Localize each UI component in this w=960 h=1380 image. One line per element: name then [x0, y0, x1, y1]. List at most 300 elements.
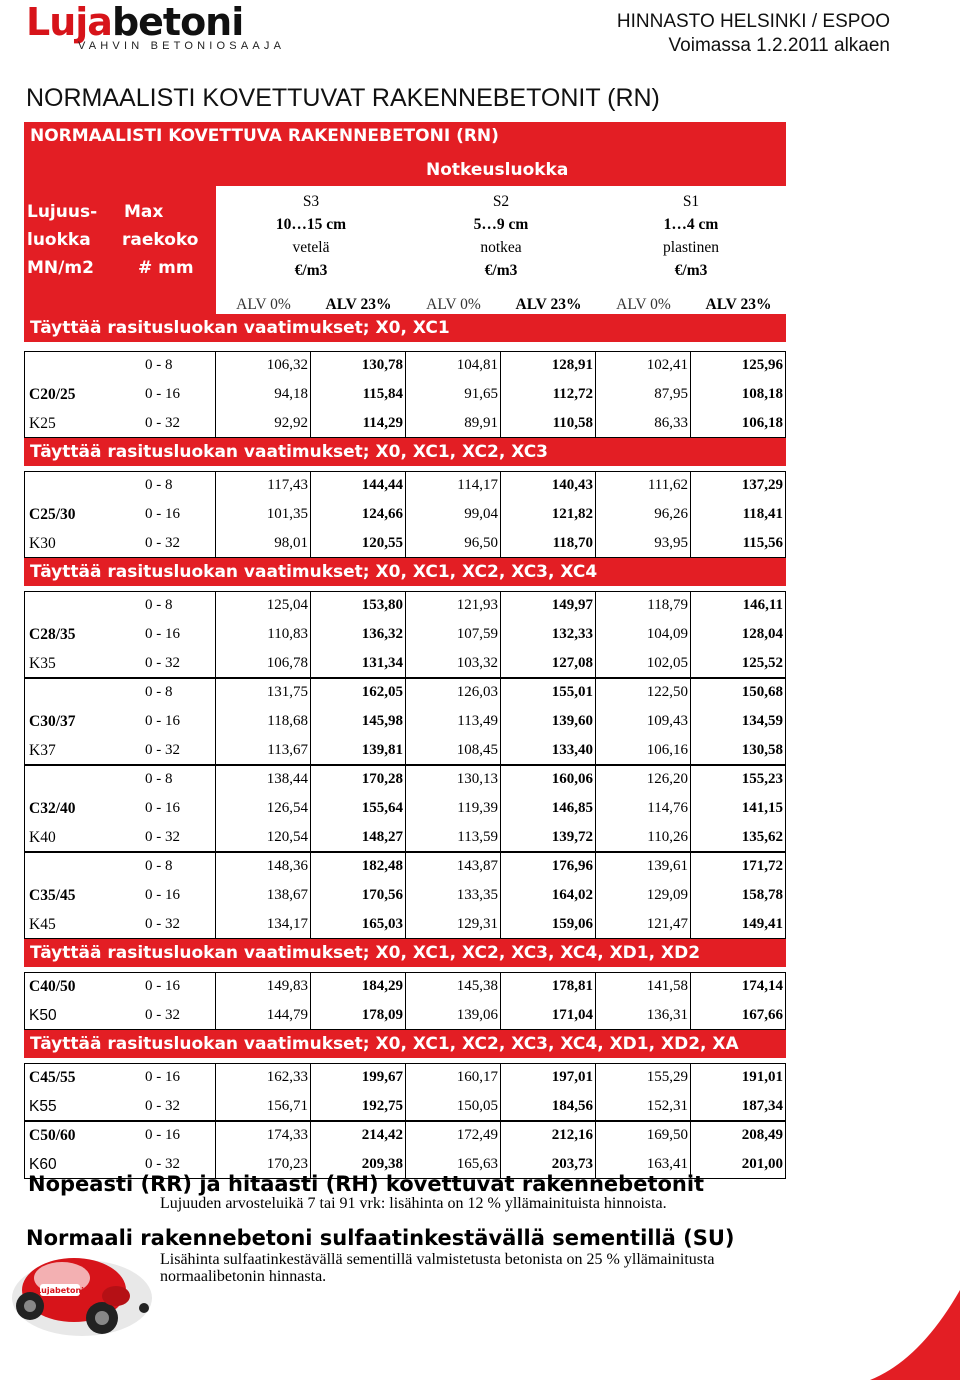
price-vat0-cell: 91,65: [464, 386, 498, 402]
price-vat0-cell: 104,81: [456, 357, 498, 373]
price-vat0-cell: 145,38: [456, 978, 498, 994]
price-vat23-cell: 127,08: [551, 655, 593, 671]
column-divider: [690, 972, 691, 1030]
price-vat0-cell: 104,09: [646, 626, 688, 642]
price-vat0-cell: 121,47: [646, 916, 688, 932]
price-vat0-cell: 114,76: [647, 800, 688, 816]
column-divider: [690, 471, 691, 558]
price-vat0-cell: 107,59: [456, 626, 498, 642]
aggregate-size-cell: 0 - 32: [145, 742, 180, 758]
rr-rh-note-text: Lujuuden arvosteluikä 7 tai 91 vrk: lisähinta on 12 % yllämainituista hinnoista.: [160, 1195, 667, 1212]
group-divider: [24, 1029, 786, 1030]
column-divider: [785, 351, 786, 438]
price-vat23-cell: 170,28: [361, 771, 403, 787]
rr-rh-note-title: Nopeasti (RR) ja hitaasti (RH) kovettuvat rakennebetonit: [28, 1172, 705, 1196]
aggregate-size-cell: 0 - 32: [145, 535, 180, 551]
price-vat0-cell: 169,50: [646, 1127, 688, 1143]
price-vat0-cell: 109,43: [646, 713, 688, 729]
price-vat0-cell: 108,45: [456, 742, 498, 758]
price-vat0-cell: 152,31: [646, 1098, 688, 1114]
column-divider: [215, 1121, 216, 1179]
aggregate-size-cell: 0 - 16: [145, 506, 180, 522]
aggregate-size-header: Max raekoko # mm: [122, 202, 199, 278]
column-divider: [690, 1121, 691, 1179]
column-divider: [785, 471, 786, 558]
su-note-text: Lisähinta sulfaatinkestävällä sementillä valmistetusta betonista on 25 % yllämainitusta normaalibetonin hinnasta.: [160, 1251, 715, 1285]
column-divider: [215, 591, 216, 678]
price-vat23-cell: 212,16: [551, 1127, 593, 1143]
price-vat0-cell: 141,58: [646, 978, 688, 994]
price-vat23-cell: 182,48: [361, 858, 403, 874]
price-vat0-cell: 136,31: [646, 1007, 688, 1023]
price-vat0-cell: 103,32: [456, 655, 498, 671]
price-vat23-cell: 139,72: [551, 829, 593, 845]
table-left-border: [24, 1121, 25, 1179]
price-vat0-cell: 138,44: [266, 771, 308, 787]
strength-class-label: C30/37: [29, 713, 76, 730]
column-divider: [595, 852, 596, 939]
price-vat0-cell: 94,18: [274, 386, 308, 402]
price-vat0-cell: 102,41: [646, 357, 688, 373]
group-divider: [24, 351, 786, 352]
aggregate-size-cell: 0 - 16: [145, 626, 180, 642]
old-strength-class-label: K25: [29, 415, 56, 432]
table-left-border: [24, 471, 25, 558]
page-number: 4: [906, 1328, 918, 1351]
table-left-border: [24, 1063, 25, 1121]
column-divider: [595, 678, 596, 765]
aggregate-size-cell: 0 - 8: [145, 597, 173, 613]
price-vat23-cell: 115,84: [362, 386, 403, 402]
group-divider: [24, 437, 786, 438]
price-vat0-cell: 106,32: [266, 357, 308, 373]
column-divider: [310, 852, 311, 939]
price-vat23-cell: 159,06: [551, 916, 593, 932]
price-vat23-cell: 128,91: [551, 357, 593, 373]
price-vat23-cell: 120,55: [361, 535, 403, 551]
strength-class-label: C32/40: [29, 800, 76, 817]
aggregate-size-cell: 0 - 8: [145, 684, 173, 700]
aggregate-size-cell: 0 - 32: [145, 1156, 180, 1172]
price-vat0-cell: 110,83: [267, 626, 308, 642]
price-vat23-cell: 137,29: [741, 477, 783, 493]
column-divider: [785, 972, 786, 1030]
price-vat23-cell: 106,18: [741, 415, 783, 431]
price-vat23-cell: 167,66: [741, 1007, 783, 1023]
price-vat23-cell: 214,42: [361, 1127, 403, 1143]
column-divider: [405, 351, 406, 438]
group-divider: [24, 557, 786, 558]
price-vat0-cell: 134,17: [266, 916, 308, 932]
old-strength-class-label: K37: [29, 742, 56, 759]
price-vat23-cell: 171,04: [551, 1007, 593, 1023]
price-vat0-cell: 106,16: [646, 742, 688, 758]
column-divider: [500, 351, 501, 438]
strength-class-label: C35/45: [29, 887, 76, 904]
price-vat0-cell: 113,59: [457, 829, 498, 845]
group-divider: [24, 972, 786, 973]
price-vat0-cell: 110,26: [647, 829, 688, 845]
price-vat0-cell: 156,71: [266, 1098, 308, 1114]
price-vat23-cell: 171,72: [741, 858, 783, 874]
table-caption: NORMAALISTI KOVETTUVA RAKENNEBETONI (RN): [30, 126, 499, 146]
price-vat0-cell: 99,04: [464, 506, 498, 522]
price-vat23-cell: 165,03: [361, 916, 403, 932]
old-strength-class-label: K35: [29, 655, 56, 672]
price-vat0-cell: 92,92: [274, 415, 308, 431]
column-divider: [500, 591, 501, 678]
requirements-band: Täyttää rasitusluokan vaatimukset; X0, XC1, XC2, XC3: [24, 438, 786, 466]
price-vat23-cell: 149,41: [741, 916, 783, 932]
price-vat23-cell: 132,33: [551, 626, 593, 642]
column-divider: [500, 1063, 501, 1121]
brand-wordmark: Lujabetoni: [26, 0, 244, 44]
class-s2: S2 5…9 cm notkea €/m3: [473, 193, 529, 279]
mascot-truck-image: [4, 1238, 164, 1348]
column-divider: [595, 351, 596, 438]
price-vat23-cell: 184,29: [361, 978, 403, 994]
price-vat0-cell: 172,49: [456, 1127, 498, 1143]
old-strength-class-label: K60: [29, 1156, 57, 1173]
class-s3: S3 10…15 cm vetelä €/m3: [275, 193, 347, 279]
column-divider: [500, 852, 501, 939]
aggregate-size-cell: 0 - 16: [145, 1069, 180, 1085]
price-vat23-cell: 197,01: [551, 1069, 593, 1085]
price-vat0-cell: 121,93: [456, 597, 498, 613]
column-divider: [500, 678, 501, 765]
aggregate-size-cell: 0 - 32: [145, 916, 180, 932]
column-divider: [595, 972, 596, 1030]
price-vat0-cell: 170,23: [266, 1156, 308, 1172]
price-vat0-cell: 117,43: [267, 477, 308, 493]
strength-class-label: C20/25: [29, 386, 76, 403]
column-divider: [690, 351, 691, 438]
price-vat0-cell: 148,36: [266, 858, 308, 874]
price-vat23-cell: 125,96: [741, 357, 783, 373]
strength-class-label: C25/30: [29, 506, 76, 523]
table-left-border: [24, 591, 25, 678]
old-strength-class-label: K30: [29, 535, 56, 552]
price-vat0-cell: 160,17: [456, 1069, 498, 1085]
price-vat23-cell: 155,64: [361, 800, 403, 816]
price-vat23-cell: 176,96: [551, 858, 593, 874]
price-vat0-cell: 89,91: [464, 415, 498, 431]
strength-class-label: C45/55: [29, 1069, 76, 1086]
price-vat23-cell: 130,78: [361, 357, 403, 373]
column-divider: [215, 852, 216, 939]
price-vat0-cell: 138,67: [266, 887, 308, 903]
column-divider: [595, 471, 596, 558]
price-vat23-cell: 164,02: [551, 887, 593, 903]
column-divider: [405, 765, 406, 852]
price-vat23-cell: 178,09: [361, 1007, 403, 1023]
strength-class-label: C50/60: [29, 1127, 76, 1144]
group-divider: [24, 1121, 786, 1122]
aggregate-size-cell: 0 - 8: [145, 858, 173, 874]
price-vat0-cell: 102,05: [646, 655, 688, 671]
column-divider: [690, 591, 691, 678]
aggregate-size-cell: 0 - 8: [145, 357, 173, 373]
table-left-border: [24, 852, 25, 939]
column-divider: [595, 591, 596, 678]
price-vat0-cell: 93,95: [654, 535, 688, 551]
price-vat23-cell: 145,98: [361, 713, 403, 729]
price-vat0-cell: 174,33: [266, 1127, 308, 1143]
price-vat23-cell: 131,34: [361, 655, 403, 671]
price-vat0-cell: 86,33: [654, 415, 688, 431]
price-vat23-cell: 121,82: [551, 506, 593, 522]
group-divider: [24, 765, 786, 766]
price-vat23-cell: 134,59: [741, 713, 783, 729]
price-vat23-cell: 135,62: [741, 829, 783, 845]
column-divider: [595, 765, 596, 852]
aggregate-size-cell: 0 - 32: [145, 655, 180, 671]
column-divider: [785, 765, 786, 852]
strength-class-label: C28/35: [29, 626, 76, 643]
class-s1: S1 1…4 cm plastinen €/m3: [663, 193, 719, 279]
column-divider: [310, 351, 311, 438]
group-divider: [24, 678, 786, 679]
column-divider: [405, 1063, 406, 1121]
column-divider: [785, 852, 786, 939]
su-note-title: Normaali rakennebetoni sulfaatinkestävällä sementillä (SU): [26, 1226, 735, 1250]
price-vat0-cell: 118,79: [647, 597, 688, 613]
column-divider: [215, 972, 216, 1030]
brand-tagline: VAHVIN BETONIOSAAJA: [78, 40, 286, 52]
aggregate-size-cell: 0 - 16: [145, 386, 180, 402]
price-vat23-cell: 118,41: [742, 506, 783, 522]
price-vat23-cell: 174,14: [741, 978, 783, 994]
group-divider: [24, 852, 786, 853]
aggregate-size-cell: 0 - 32: [145, 829, 180, 845]
vat-label: ALV 23%: [515, 296, 582, 313]
header-info: [617, 10, 890, 58]
price-vat23-cell: 149,97: [551, 597, 593, 613]
column-divider: [500, 972, 501, 1030]
price-vat0-cell: 165,63: [456, 1156, 498, 1172]
price-vat0-cell: 129,09: [646, 887, 688, 903]
price-vat23-cell: 209,38: [361, 1156, 403, 1172]
vat-label: ALV 23%: [325, 296, 392, 313]
price-vat23-cell: 208,49: [741, 1127, 783, 1143]
price-vat0-cell: 98,01: [274, 535, 308, 551]
column-divider: [500, 765, 501, 852]
aggregate-size-cell: 0 - 8: [145, 477, 173, 493]
price-vat23-cell: 199,67: [361, 1069, 403, 1085]
column-divider: [405, 972, 406, 1030]
price-vat23-cell: 144,44: [361, 477, 403, 493]
column-divider: [690, 765, 691, 852]
price-vat23-cell: 124,66: [361, 506, 403, 522]
old-strength-class-label: K40: [29, 829, 56, 846]
column-divider: [310, 591, 311, 678]
price-vat23-cell: 184,56: [551, 1098, 593, 1114]
price-table: [24, 122, 786, 1173]
truck-logo-text: Lujabetoni: [36, 1286, 84, 1295]
price-vat23-cell: 112,72: [552, 386, 593, 402]
price-vat23-cell: 153,80: [361, 597, 403, 613]
aggregate-size-cell: 0 - 32: [145, 415, 180, 431]
price-vat0-cell: 113,49: [457, 713, 498, 729]
aggregate-size-cell: 0 - 16: [145, 713, 180, 729]
price-vat0-cell: 131,75: [266, 684, 308, 700]
price-vat0-cell: 149,83: [266, 978, 308, 994]
column-divider: [215, 351, 216, 438]
column-divider: [595, 1121, 596, 1179]
column-divider: [405, 678, 406, 765]
column-divider: [690, 852, 691, 939]
price-vat0-cell: 129,31: [456, 916, 498, 932]
column-divider: [785, 678, 786, 765]
column-divider: [215, 678, 216, 765]
aggregate-size-cell: 0 - 16: [145, 800, 180, 816]
price-vat23-cell: 118,70: [552, 535, 593, 551]
price-vat23-cell: 139,60: [551, 713, 593, 729]
column-divider: [310, 471, 311, 558]
price-vat0-cell: 118,68: [267, 713, 308, 729]
old-strength-class-label: K45: [29, 916, 56, 933]
price-vat23-cell: 160,06: [551, 771, 593, 787]
price-vat23-cell: 115,56: [742, 535, 783, 551]
vat-label: ALV 0%: [616, 296, 671, 313]
table-left-border: [24, 765, 25, 852]
price-vat0-cell: 143,87: [456, 858, 498, 874]
column-divider: [215, 1063, 216, 1121]
price-vat23-cell: 150,68: [741, 684, 783, 700]
price-vat23-cell: 146,11: [742, 597, 783, 613]
group-divider: [24, 1063, 786, 1064]
group-divider: [24, 938, 786, 939]
price-vat23-cell: 136,32: [361, 626, 403, 642]
price-vat0-cell: 87,95: [654, 386, 688, 402]
column-divider: [405, 471, 406, 558]
price-vat23-cell: 141,15: [741, 800, 783, 816]
aggregate-size-cell: 0 - 32: [145, 1007, 180, 1023]
price-list-region: HINNASTO HELSINKI / ESPOO: [616, 11, 890, 32]
aggregate-size-cell: 0 - 8: [145, 771, 173, 787]
requirements-band: Täyttää rasitusluokan vaatimukset; X0, XC1, XC2, XC3, XC4, XD1, XD2, XA: [24, 1030, 786, 1058]
price-vat23-cell: 155,23: [741, 771, 783, 787]
price-vat0-cell: 113,67: [267, 742, 308, 758]
price-vat23-cell: 108,18: [741, 386, 783, 402]
vat-label: ALV 23%: [705, 296, 772, 313]
aggregate-size-cell: 0 - 32: [145, 1098, 180, 1114]
price-vat0-cell: 111,62: [647, 477, 688, 493]
vat-label: ALV 0%: [236, 296, 291, 313]
column-divider: [785, 1063, 786, 1121]
price-vat23-cell: 158,78: [741, 887, 783, 903]
price-vat0-cell: 122,50: [646, 684, 688, 700]
price-vat0-cell: 96,26: [654, 506, 688, 522]
table-left-border: [24, 972, 25, 1030]
price-vat0-cell: 125,04: [266, 597, 308, 613]
price-vat23-cell: 114,29: [362, 415, 403, 431]
price-vat23-cell: 110,58: [552, 415, 593, 431]
old-strength-class-label: K55: [29, 1098, 57, 1115]
price-vat23-cell: 139,81: [361, 742, 403, 758]
column-divider: [215, 765, 216, 852]
price-vat0-cell: 114,17: [457, 477, 498, 493]
price-vat23-cell: 128,04: [741, 626, 783, 642]
price-vat23-cell: 203,73: [551, 1156, 593, 1172]
requirements-band: Täyttää rasitusluokan vaatimukset; X0, XC1: [24, 314, 786, 342]
group-divider: [24, 471, 786, 472]
column-divider: [690, 678, 691, 765]
price-vat0-cell: 119,39: [457, 800, 498, 816]
brand-logo: [26, 0, 286, 54]
table-left-border: [24, 678, 25, 765]
price-vat23-cell: 140,43: [551, 477, 593, 493]
column-divider: [500, 471, 501, 558]
group-divider: [24, 591, 786, 592]
aggregate-size-cell: 0 - 16: [145, 978, 180, 994]
page-title: NORMAALISTI KOVETTUVAT RAKENNEBETONIT (RN): [26, 84, 660, 112]
aggregate-size-cell: 0 - 16: [145, 887, 180, 903]
price-vat23-cell: 148,27: [361, 829, 403, 845]
price-vat0-cell: 150,05: [456, 1098, 498, 1114]
requirements-band: Täyttää rasitusluokan vaatimukset; X0, XC1, XC2, XC3, XC4, XD1, XD2: [24, 939, 786, 967]
column-divider: [310, 1063, 311, 1121]
price-vat0-cell: 101,35: [266, 506, 308, 522]
old-strength-class-label: K50: [29, 1007, 57, 1024]
column-divider: [595, 1063, 596, 1121]
column-divider: [310, 1121, 311, 1179]
price-vat23-cell: 146,85: [551, 800, 593, 816]
price-vat23-cell: 187,34: [741, 1098, 783, 1114]
aggregate-size-cell: 0 - 16: [145, 1127, 180, 1143]
price-vat0-cell: 155,29: [646, 1069, 688, 1085]
price-vat0-cell: 163,41: [646, 1156, 688, 1172]
price-vat23-cell: 155,01: [551, 684, 593, 700]
table-left-border: [24, 351, 25, 438]
column-divider: [310, 972, 311, 1030]
price-vat23-cell: 192,75: [361, 1098, 403, 1114]
price-vat23-cell: 162,05: [361, 684, 403, 700]
price-vat0-cell: 162,33: [266, 1069, 308, 1085]
validity-date: Voimassa 1.2.2011 alkaen: [668, 35, 890, 56]
column-divider: [690, 1063, 691, 1121]
price-vat0-cell: 139,61: [646, 858, 688, 874]
price-vat0-cell: 120,54: [266, 829, 308, 845]
price-vat0-cell: 126,20: [646, 771, 688, 787]
column-divider: [405, 852, 406, 939]
column-divider: [215, 471, 216, 558]
strength-class-label: C40/50: [29, 978, 76, 995]
price-vat0-cell: 130,13: [456, 771, 498, 787]
column-divider: [785, 1121, 786, 1179]
price-vat0-cell: 106,78: [266, 655, 308, 671]
column-divider: [310, 765, 311, 852]
strength-class-header: Lujuus- luokka MN/m2: [27, 202, 98, 278]
price-vat23-cell: 201,00: [741, 1156, 783, 1172]
price-vat23-cell: 178,81: [551, 978, 593, 994]
column-divider: [405, 1121, 406, 1179]
price-vat0-cell: 126,03: [456, 684, 498, 700]
price-vat0-cell: 139,06: [456, 1007, 498, 1023]
requirements-band: Täyttää rasitusluokan vaatimukset; X0, XC1, XC2, XC3, XC4: [24, 558, 786, 586]
price-vat0-cell: 96,50: [464, 535, 498, 551]
column-divider: [785, 591, 786, 678]
column-divider: [500, 1121, 501, 1179]
price-vat23-cell: 191,01: [741, 1069, 783, 1085]
price-vat23-cell: 133,40: [551, 742, 593, 758]
price-vat23-cell: 170,56: [361, 887, 403, 903]
consistency-group-label: Notkeusluokka: [426, 160, 569, 180]
price-vat0-cell: 133,35: [456, 887, 498, 903]
price-vat23-cell: 130,58: [741, 742, 783, 758]
price-vat0-cell: 144,79: [266, 1007, 308, 1023]
vat-label: ALV 0%: [426, 296, 481, 313]
